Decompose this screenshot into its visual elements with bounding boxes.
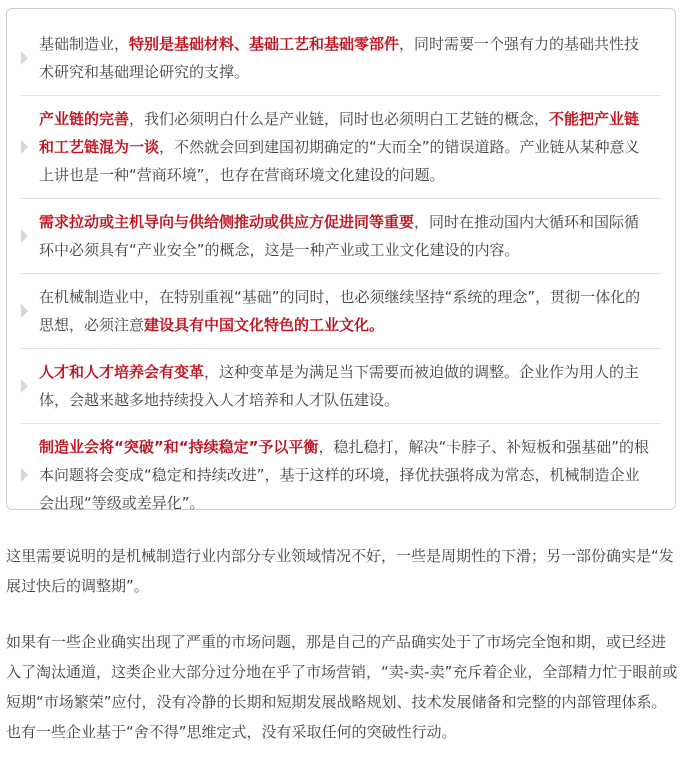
highlight: 人才和人才培养会有变革: [39, 363, 205, 381]
bullet-arrow-icon: [21, 304, 28, 318]
seg: ，不然就会回到建国初期确定的“大而全”的错误道路。产业链从某种意义上讲也是一种“营商环境”，也存在营商环境文化建设的问题。: [39, 138, 640, 184]
seg: ，稳扎稳打，解决“卡脖子、补短板和强基础”的根本问题将会变成“稳定和持续改进”，基于这样的环境，择优扶强将成为常态，机械制造企业会出现“等级或差异化”。: [39, 438, 649, 512]
highlight: 建设具有中国文化特色的工业文化。: [144, 316, 385, 334]
summary-item-1: [21, 21, 661, 95]
summary-card: [6, 8, 676, 510]
seg: ，这种变革是为满足当下需要而被迫做的调整。企业作为用人的主体，会越来越多地持续投入人才培养和人才队伍建设。: [39, 363, 640, 409]
bullet-arrow-icon: [21, 51, 28, 65]
summary-item-3: [21, 198, 661, 273]
seg: 基础制造业，: [39, 35, 130, 53]
seg: 在机械制造业中，在特别重视“基础”的同时，也必须继续坚持“系统的理念”，贯彻一体化的思想，必须注意: [39, 288, 641, 334]
bullet-arrow-icon: [21, 229, 28, 243]
summary-item-6: [21, 423, 661, 526]
summary-item-5: [21, 348, 661, 423]
paragraph-1: 这里需要说明的是机械制造行业内部分专业领域情况不好，一些是周期性的下滑；另一部份确实是“发展过快后的调整期”。: [6, 547, 674, 595]
highlight: 特别是基础材料、基础工艺和基础零部件: [129, 35, 400, 53]
seg: ，我们必须明白什么是产业链，同时也必须明白工艺链的概念，: [129, 110, 550, 128]
bullet-arrow-icon: [21, 468, 28, 482]
bullet-arrow-icon: [21, 140, 28, 154]
seg: ，同时需要一个强有力的基础共性技术研究和基础理论研究的支撑。: [39, 35, 640, 81]
highlight: 制造业会将“突破”和“持续稳定”予以平衡: [39, 438, 319, 456]
summary-item-2: [21, 95, 661, 198]
highlight: 产业链的完善: [39, 110, 130, 128]
summary-item-4: [21, 273, 661, 348]
highlight: 需求拉动或主机导向与供给侧推动或供应方促进同等重要: [39, 213, 415, 231]
body-text: [6, 541, 678, 773]
paragraph-2: 如果有一些企业确实出现了严重的市场问题，那是自己的产品确实处于了市场完全饱和期，或已经进入了淘汰通道，这类企业大部分过分地在乎了市场营销，“卖-卖-卖”充斥着企业，全部精力忙于眼前或短期“市场繁荣”应付，没有冷静的长期和短期发展战略规划、技术发展储备和完整的内部管理体系。也有一些企业基于“舍不得”思维定式，没有采取任何的突破性行动。: [6, 633, 678, 741]
bullet-arrow-icon: [21, 379, 28, 393]
highlight: 不能把产业链和工艺链混为一谈: [39, 110, 640, 156]
seg: ，同时在推动国内大循环和国际循环中必须具有“产业安全”的概念，这是一种产业或工业文化建设的内容。: [39, 213, 640, 259]
